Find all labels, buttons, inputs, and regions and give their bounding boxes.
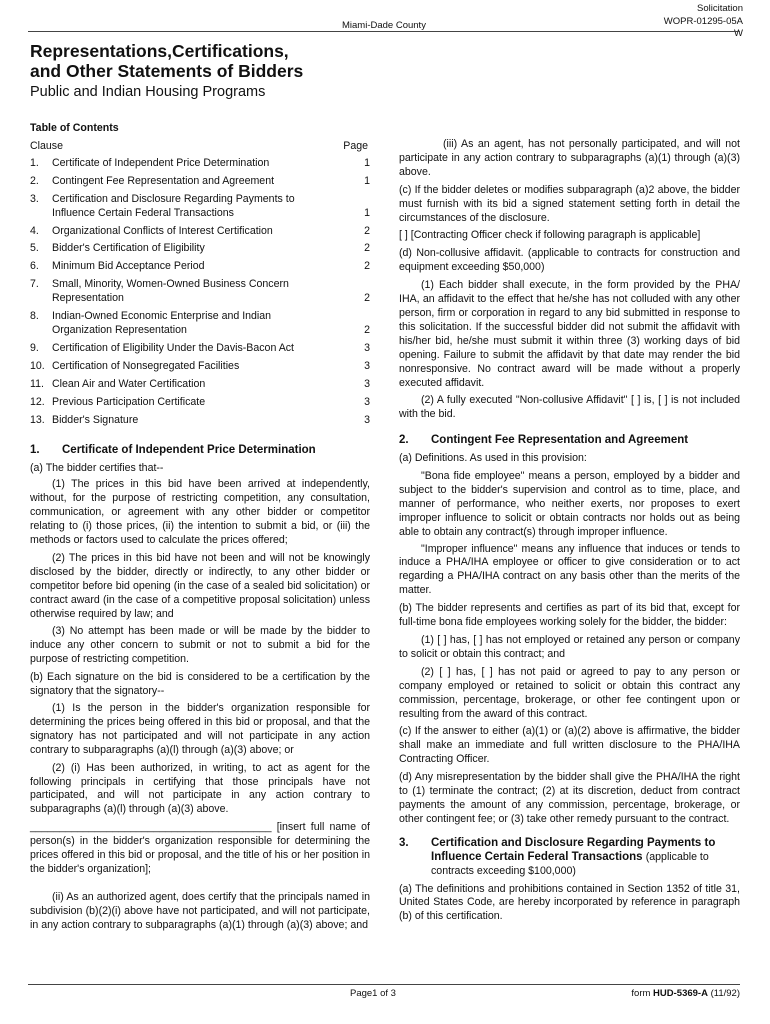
s2-improper: "Improper influence" means any influence that induces or tends to induce a PHA/IHA employee or officer to give consideration or to act regarding a PHA/IHA contract on any basis other than the merits of the matter. bbox=[399, 542, 740, 597]
s2-b1[interactable]: (1) [ ] has, [ ] has not employed or retained any person or company to solicit or obtain this contract; and bbox=[399, 634, 740, 660]
toc-item: 8. Indian-Owned Economic Enterprise and Indian Organization Representation 2 bbox=[30, 310, 370, 337]
toc-item: 9. Certification of Eligibility Under the Davis-Bacon Act 3 bbox=[30, 342, 370, 355]
s1-insert-name-field[interactable]: _________________________________________ [insert full name of person(s) in the bidder's organization responsible for determining the prices offered in this bid or proposal, and the title of his or her position in the bidder's organization]; bbox=[30, 821, 370, 875]
s1-b2-ii: (ii) As an authorized agent, does certify that the principals named in subdivision (b)(2)(i) above have not participated, and will not participate, in any action contrary to subparagraphs (a)(1) through (a)(3) above; and bbox=[30, 890, 370, 931]
page-number: Page1 of 3 bbox=[350, 988, 396, 999]
s1-b2-iii: (iii) As an agent, has not personally participated, and will not participate in any action contrary to subparagraphs (a)(1) through (a)(3) above. bbox=[399, 138, 740, 178]
s1-check-box[interactable]: [ ] [Contracting Officer check if following paragraph is applicable] bbox=[399, 229, 701, 242]
s1-b2: (2) (i) Has been authorized, in writing, to act as agent for the following principals in certifying that those principals have not participated, and will not participate in any action contrary to subparagraphs (a)(l) through (a)(3) above. bbox=[30, 761, 370, 816]
solicitation-suffix: W bbox=[734, 28, 743, 39]
document-subtitle: Public and Indian Housing Programs bbox=[30, 84, 266, 100]
s1-a3: (3) No attempt has been made or will be made by the bidder to induce any other concern to submit or not to submit a bid for the purpose of restricting competition. bbox=[30, 625, 370, 666]
toc-item: 6. Minimum Bid Acceptance Period 2 bbox=[30, 260, 370, 273]
toc-item: 13. Bidder's Signature 3 bbox=[30, 413, 370, 426]
s1-a2: (2) The prices in this bid have not been and will not be knowingly disclosed by the bidder, directly or indirectly, to any other bidder or competitor before bid opening (in the case of a sealed bid solicitation) or contract award (in the case of a competitive proposal solicitation) unless otherwise required by law; and bbox=[30, 551, 370, 620]
header-rule bbox=[28, 31, 740, 32]
document-title bbox=[30, 41, 303, 81]
s2-c: (c) If the answer to either (a)(1) or (a)(2) above is affirmative, the bidder shall make an immediate and full written disclosure to the PHA/IHA Contracting Officer. bbox=[399, 725, 740, 766]
section-3-heading: 3. Certification and Disclosure Regarding Payments to Influence Certain Federal Transactions (applicable to contracts exceeding $100,000) bbox=[399, 836, 716, 877]
toc-page-label: Page bbox=[343, 139, 368, 152]
toc-list bbox=[30, 157, 370, 428]
toc-item: 12. Previous Participation Certificate 3 bbox=[30, 395, 370, 408]
solicitation-block bbox=[664, 3, 743, 41]
left-column bbox=[30, 122, 370, 933]
s1-c: (c) If the bidder deletes or modifies subparagraph (a)2 above, the bidder must furnish with its bid a signed statement setting forth in detail the circumstances of the disclosure. bbox=[399, 183, 740, 224]
s1-a: (a) The bidder certifies that-- bbox=[30, 461, 164, 474]
toc-item: 4. Organizational Conflicts of Interest Certification 2 bbox=[30, 224, 370, 237]
s2-bona-fide: "Bona fide employee" means a person, employed by a bidder and subject to the bidder's supervision and control as to time, place, and manner of performance, who neither exerts, nor proposes to exert improper influence to solicit or obtain contracts nor holds out as being able to obtain any contract(s) through improper influence. bbox=[399, 470, 740, 538]
s1-d1: (1) Each bidder shall execute, in the form provided by the PHA/ IHA, an affidavit to the effect that he/she has not colluded with any other person, firm or corporation in regard to any bid submitted in response to this solicitation. If the successful bidder did not submit the affidavit with his/her bid, he/she must submit it within three (3) working days of bid opening. Failure to submit the affidavit by that date may render the bid nonresponsive. No contract award will be made without a properly executed affidavit. bbox=[399, 279, 740, 389]
footer-rule bbox=[28, 984, 740, 985]
toc-header bbox=[30, 140, 370, 154]
s2-d: (d) Any misrepresentation by the bidder shall give the PHA/IHA the right to (1) terminate the contract; (2) at its discretion, deduct from contract payments the amount of any commission, percentage, brokerage, or other contingent fee; or (3) take other remedy pursuant to the contract. bbox=[399, 771, 740, 825]
toc-item: 1. Certificate of Independent Price Determination 1 bbox=[30, 156, 370, 169]
s2-b2[interactable]: (2) [ ] has, [ ] has not paid or agreed to pay to any person or company employed or retained to solicit or obtain this contract any commission, percentage, brokerage, or other fee contingent upon or resulting from the award of this contract. bbox=[399, 665, 740, 720]
form-identifier: form HUD-5369-A (11/92) bbox=[631, 988, 740, 999]
toc-title: Table of Contents bbox=[30, 122, 119, 134]
toc-item: 11. Clean Air and Water Certification 3 bbox=[30, 377, 370, 390]
title-line-2: and Other Statements of Bidders bbox=[30, 61, 304, 81]
s2-b: (b) The bidder represents and certifies as part of its bid that, except for full-time bona fide employees working solely for the bidder, the bidder: bbox=[399, 602, 740, 629]
s1-b1: (1) Is the person in the bidder's organization responsible for determining the prices being offered in this bid or proposal, and that the signatory has not participated and will not participate in any action contrary to subparagraphs (a)(l) through (a)(3) above; or bbox=[30, 702, 370, 756]
toc-item: 10. Certification of Nonsegregated Facilities 3 bbox=[30, 359, 370, 372]
toc-item: 2. Contingent Fee Representation and Agreement 1 bbox=[30, 174, 370, 187]
toc-item: 3. Certification and Disclosure Regarding Payments to Influence Certain Federal Transactions 1 bbox=[30, 192, 370, 219]
county-name: Miami-Dade County bbox=[342, 20, 426, 31]
toc-clause-label: Clause bbox=[30, 139, 63, 152]
toc-item: 7. Small, Minority, Women-Owned Business Concern Representation 2 bbox=[30, 278, 370, 305]
section-2-heading: 2. Contingent Fee Representation and Agreement bbox=[399, 434, 689, 447]
solicitation-label: Solicitation bbox=[697, 3, 743, 14]
solicitation-number: WOPR-01295-05A bbox=[663, 15, 743, 27]
section-1-heading: 1. Certificate of Independent Price Determination bbox=[30, 443, 316, 456]
s2-a: (a) Definitions. As used in this provision: bbox=[399, 452, 587, 465]
s1-a1: (1) The prices in this bid have been arrived at independently, without, for the purpose of restricting competition, any consultation, communication, or agreement with any other bidder or competitor relating to (i) those prices, (ii) the intention to submit a bid, or (iii) the methods or factors used to calculate the prices offered; bbox=[30, 478, 370, 547]
s3-a: (a) The definitions and prohibitions contained in Section 1352 of title 31, United States Code, are hereby incorporated by reference in paragraph (b) of this certification. bbox=[399, 882, 740, 923]
s1-b: (b) Each signature on the bid is considered to be a certification by the signatory that the signatory-- bbox=[30, 671, 370, 698]
s1-d2[interactable]: (2) A fully executed "Non-collusive Affidavit" [ ] is, [ ] is not included with the bid. bbox=[399, 394, 740, 421]
title-line-1: Representations,Certifications, bbox=[30, 41, 289, 61]
toc-item: 5. Bidder's Certification of Eligibility 2 bbox=[30, 242, 370, 255]
right-column bbox=[399, 138, 740, 928]
s1-d: (d) Non-collusive affidavit. (applicable to contracts for construction and equipment exceeding $50,000) bbox=[399, 247, 740, 274]
